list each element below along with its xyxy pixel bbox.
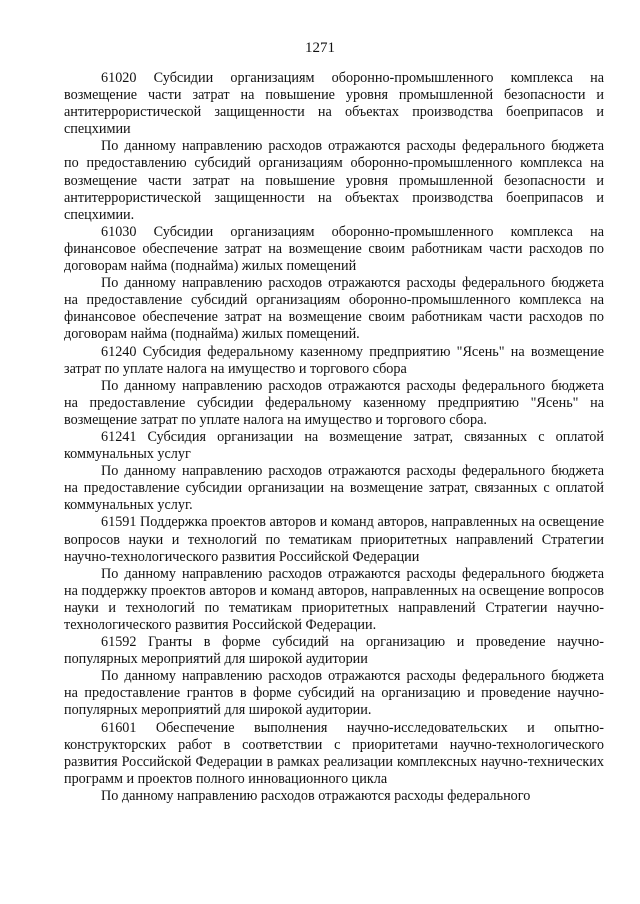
paragraph-61241-title: 61241 Субсидия организации на возмещение затрат, связанных с оплатой коммунальных услуг <box>64 428 604 463</box>
paragraph-61240-title: 61240 Субсидия федеральному казенному предприятию "Ясень" на возмещение затрат по уплате налога на имущество и торгового сбора <box>64 343 604 377</box>
paragraph-61592-title: 61592 Гранты в форме субсидий на организацию и проведение научно-популярных мероприятий для широкой аудитории <box>64 634 604 668</box>
paragraph-61591-description: По данному направлению расходов отражаются расходы федерального бюджета на поддержку проектов авторов и команд авторов, направленных на освещение вопросов науки и технологий по тематикам приоритетных направлений Стратегии научно-технологического развития Российской Федерации. <box>64 565 604 633</box>
paragraph-61030-description: По данному направлению расходов отражаются расходы федерального бюджета на предоставление субсидий организациям оборонно-промышленного комплекса на финансовое обеспечение затрат на возмещение своим работникам части расходов по договорам найма (поднайма) жилых помещений. <box>64 275 604 343</box>
paragraph-61020-title: 61020 Субсидии организациям оборонно-промышленного комплекса на возмещение части затрат на повышение уровня промышленной безопасности и антитеррористической защищенности на объектах производства боеприпасов и спецхимии <box>64 70 604 138</box>
paragraph-61592-description: По данному направлению расходов отражаются расходы федерального бюджета на предоставление грантов в форме субсидий на организацию и проведение научно-популярных мероприятий для широкой аудитории. <box>64 668 604 719</box>
paragraph-61030-title: 61030 Субсидии организациям оборонно-промышленного комплекса на финансовое обеспечение затрат на возмещение своим работникам части расходов по договорам найма (поднайма) жилых помещений <box>64 223 604 275</box>
paragraph-61601-title: 61601 Обеспечение выполнения научно-исследовательских и опытно-конструкторских работ в соответствии с приоритетами научно-технологического развития Российской Федерации в рамках реализации комплексных научно-технических программ и проектов полного инновационного цикла <box>64 719 604 787</box>
document-body <box>64 70 604 805</box>
paragraph-61601-description: По данному направлению расходов отражаются расходы федерального <box>101 787 531 804</box>
paragraph-61591-title: 61591 Поддержка проектов авторов и команд авторов, направленных на освещение вопросов науки и технологий по тематикам приоритетных направлений Стратегии научно-технологического развития Российской Федерации <box>64 514 604 565</box>
page-number: 1271 <box>305 40 335 56</box>
paragraph-61241-description: По данному направлению расходов отражаются расходы федерального бюджета на предоставление субсидии организации на возмещение затрат, связанных с оплатой коммунальных услуг. <box>64 463 604 514</box>
paragraph-61020-description: По данному направлению расходов отражаются расходы федерального бюджета по предоставлению субсидий организациям оборонно-промышленного комплекса на возмещение части затрат на повышение уровня промышленной безопасности и антитеррористической защищенности на объектах производства боеприпасов и спецхимии. <box>64 138 604 223</box>
paragraph-61240-description: По данному направлению расходов отражаются расходы федерального бюджета на предоставление субсидии федеральному казенному предприятию "Ясень" на возмещение затрат по уплате налога на имущество и торгового сбора. <box>64 377 604 428</box>
